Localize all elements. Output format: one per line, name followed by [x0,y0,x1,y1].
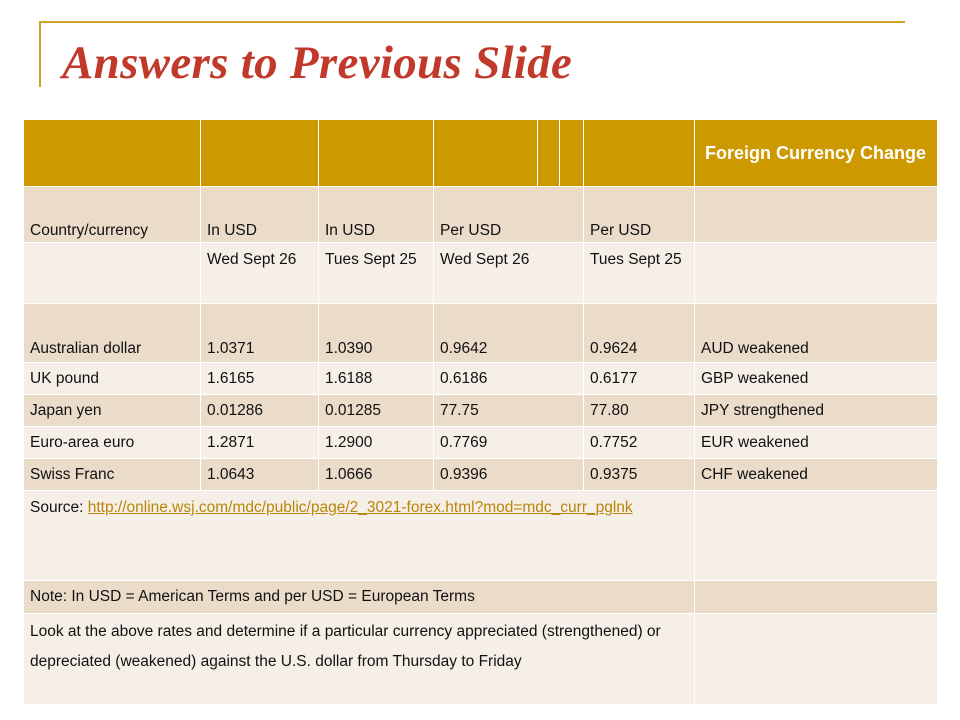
in-usd-tue-value: 1.6188 [319,363,434,395]
date-per-usd-tue: Tues Sept 25 [584,243,695,304]
currency-name: Australian dollar [24,304,201,363]
date-row [24,243,938,304]
per-usd-wed-value: 77.75 [434,395,584,427]
column-label-in-usd-tue: In USD [319,187,434,243]
source-link[interactable]: http://online.wsj.com/mdc/public/page/2_3021-forex.html?mod=mdc_curr_pglnk [87,499,633,516]
currency-change: JPY strengthened [695,395,938,427]
frame-horizontal-rule [39,21,905,23]
per-usd-wed-value: 0.6186 [434,363,584,395]
source-label: Source: [30,499,88,516]
table-header-row [24,120,938,187]
foreign-currency-change-header: Foreign Currency Change [695,120,938,187]
in-usd-wed-value: 1.6165 [201,363,319,395]
per-usd-tue-value: 77.80 [584,395,695,427]
instruction-text: Look at the above rates and determine if a particular currency appreciated (strengthened) or depreciated (weakened) against the U.S. dollar from Thursday to Friday [24,614,695,705]
currency-change: AUD weakened [695,304,938,363]
currency-name: Euro-area euro [24,427,201,459]
in-usd-tue-value: 1.0666 [319,459,434,491]
date-in-usd-wed: Wed Sept 26 [201,243,319,304]
in-usd-tue-value: 0.01285 [319,395,434,427]
frame-vertical-rule [39,21,41,87]
currency-table [23,119,938,705]
currency-change: GBP weakened [695,363,938,395]
per-usd-tue-value: 0.7752 [584,427,695,459]
column-label-row [24,187,938,243]
in-usd-tue-value: 1.0390 [319,304,434,363]
date-per-usd-wed: Wed Sept 26 [434,243,584,304]
in-usd-wed-value: 1.2871 [201,427,319,459]
header-cell [584,120,695,187]
instruction-cell-empty [695,614,938,705]
header-cell [201,120,319,187]
per-usd-tue-value: 0.9624 [584,304,695,363]
instruction-row [24,614,938,705]
note-text: Note: In USD = American Terms and per USD = European Terms [24,581,695,614]
currency-change: CHF weakened [695,459,938,491]
in-usd-wed-value: 0.01286 [201,395,319,427]
per-usd-tue-value: 0.9375 [584,459,695,491]
header-cell [319,120,434,187]
table-row [24,459,938,491]
note-cell-empty [695,581,938,614]
date-cell-empty [695,243,938,304]
column-label-per-usd-wed: Per USD [434,187,584,243]
header-cell [560,120,584,187]
header-cell [538,120,560,187]
in-usd-tue-value: 1.2900 [319,427,434,459]
table-row [24,395,938,427]
table-row [24,304,938,363]
slide-title: Answers to Previous Slide [62,37,573,89]
column-label-per-usd-tue: Per USD [584,187,695,243]
source-cell-empty [695,491,938,581]
per-usd-wed-value: 0.7769 [434,427,584,459]
currency-name: UK pound [24,363,201,395]
column-label-in-usd-wed: In USD [201,187,319,243]
source-cell [24,491,695,581]
per-usd-tue-value: 0.6177 [584,363,695,395]
in-usd-wed-value: 1.0643 [201,459,319,491]
source-row [24,491,938,581]
column-label-country: Country/currency [24,187,201,243]
table-row [24,427,938,459]
header-cell [434,120,538,187]
currency-change: EUR weakened [695,427,938,459]
header-cell [24,120,201,187]
currency-name: Japan yen [24,395,201,427]
date-cell-empty [24,243,201,304]
column-label-change [695,187,938,243]
date-in-usd-tue: Tues Sept 25 [319,243,434,304]
in-usd-wed-value: 1.0371 [201,304,319,363]
currency-name: Swiss Franc [24,459,201,491]
note-row [24,581,938,614]
per-usd-wed-value: 0.9642 [434,304,584,363]
per-usd-wed-value: 0.9396 [434,459,584,491]
table-row [24,363,938,395]
